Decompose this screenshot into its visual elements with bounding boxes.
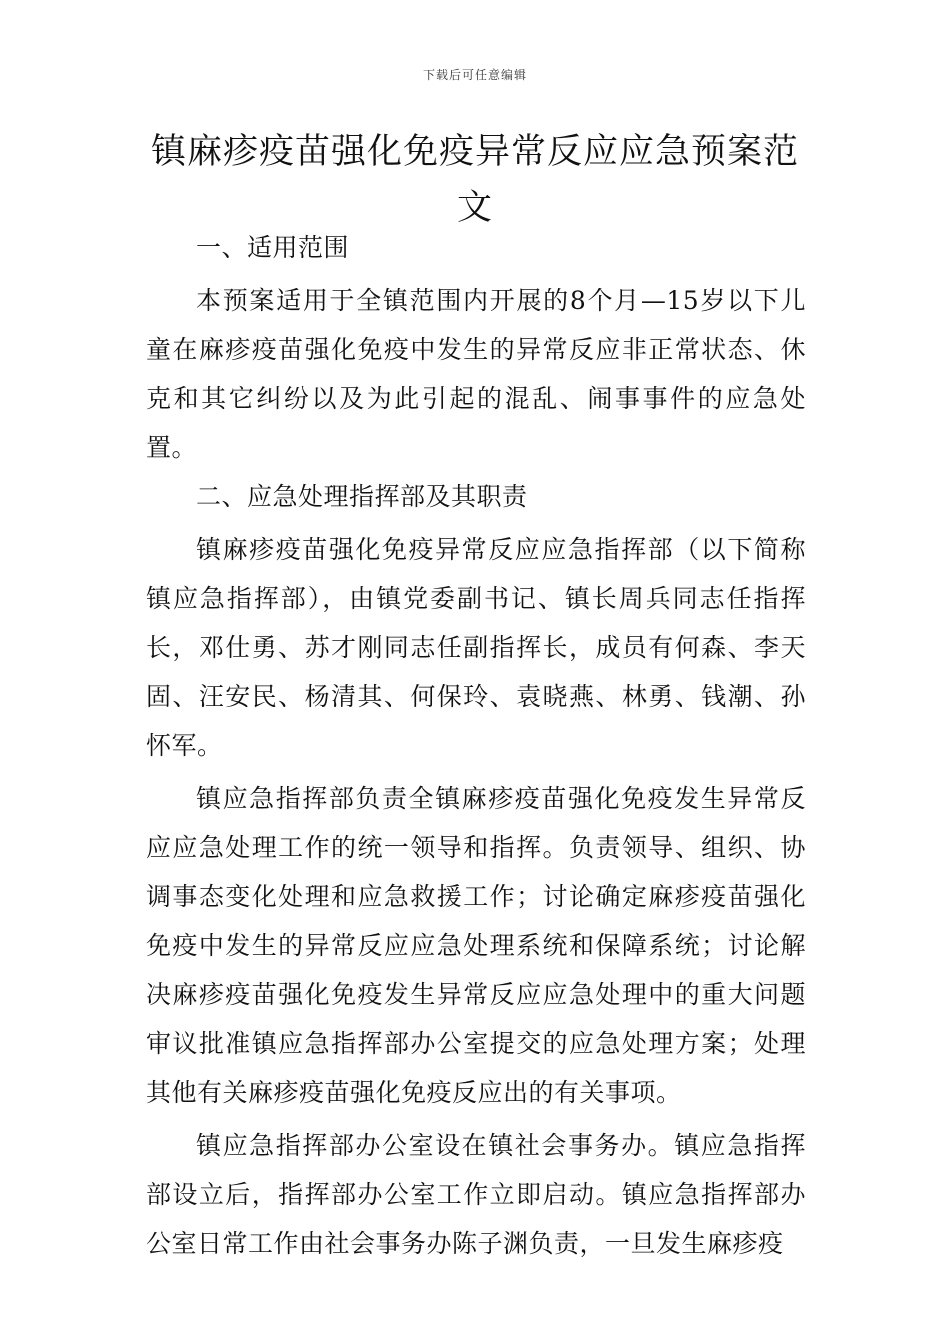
paragraph-command-members: 镇麻疹疫苗强化免疫异常反应应急指挥部（以下简称镇应急指挥部），由镇党委副书记、镇长周兵同志任指挥长，邓仕勇、苏才刚同志任副指挥长，成员有何森、李天固、汪安民、杨清其、何保玲、袁晓燕、林勇、钱潮、孙怀军。 (146, 535, 806, 760)
paragraph-command-office: 镇应急指挥部办公室设在镇社会事务办。镇应急指挥部设立后，指挥部办公室工作立即启动。镇应急指挥部办公室日常工作由社会事务办陈子渊负责，一旦发生麻疹疫 (146, 1131, 806, 1258)
document-title: 镇麻疹疫苗强化免疫异常反应应急预案范文 (150, 132, 799, 228)
section-heading-command: 二、应急处理指挥部及其职责 (196, 482, 528, 511)
header-note: 下载后可任意编辑 (422, 68, 527, 82)
section-heading-scope: 一、适用范围 (196, 233, 350, 262)
document-body (146, 223, 806, 1268)
paragraph-command-duties: 镇应急指挥部负责全镇麻疹疫苗强化免疫发生异常反应应急处理工作的统一领导和指挥。负责领导、组织、协调事态变化处理和应急救援工作；讨论确定麻疹疫苗强化免疫中发生的异常反应应急处理系统和保障系统；讨论解决麻疹疫苗强化免疫发生异常反应应急处理中的重大问题审议批准镇应急指挥部办公室提交的应急处理方案；处理其他有关麻疹疫苗强化免疫反应出的有关事项。 (146, 784, 806, 1107)
paragraph-scope: 本预案适用于全镇范围内开展的8个月—15岁以下儿童在麻疹疫苗强化免疫中发生的异常反应非正常状态、休克和其它纠纷以及为此引起的混乱、闹事事件的应急处置。 (146, 286, 806, 462)
